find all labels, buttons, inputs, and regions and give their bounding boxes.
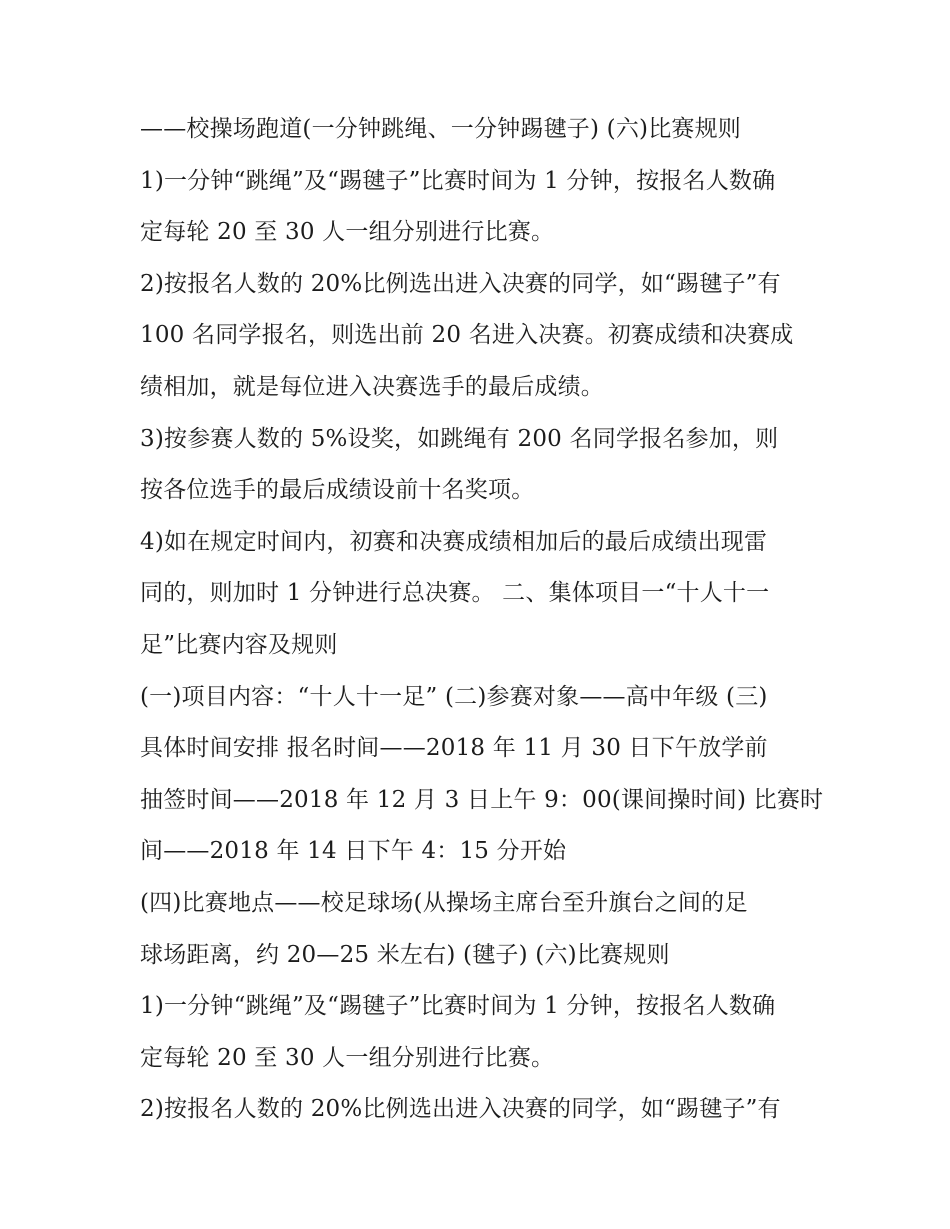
text-line: 球场距离，约 20—25 米左右) (毽子) (六)比赛规则 — [140, 941, 670, 968]
text-line: 足”比赛内容及规则 — [140, 631, 338, 658]
text-line: ——校操场跑道(一分钟跳绳、一分钟踢毽子) (六)比赛规则 — [140, 116, 742, 142]
text-line: 2)按报名人数的 20%比例选出进入决赛的同学，如“踢毽子”有 — [140, 270, 781, 297]
text-line: 同的，则加时 1 分钟进行总决赛。 二、集体项目一“十人十一 — [140, 580, 770, 607]
text-line: 4)如在规定时间内，初赛和决赛成绩相加后的最后成绩出现雷 — [140, 528, 768, 555]
text-line: (一)项目内容：“十人十一足” (二)参赛对象——高中年级 (三) — [140, 683, 768, 710]
text-line: 1)一分钟“跳绳”及“踢毽子”比赛时间为 1 分钟，按报名人数确 — [140, 993, 776, 1020]
text-line: 间——2018 年 14 日下午 4：15 分开始 — [140, 838, 567, 865]
text-line: 定每轮 20 至 30 人一组分别进行比赛。 — [140, 1044, 555, 1071]
document-body — [140, 104, 824, 1136]
text-line: 2)按报名人数的 20%比例选出进入决赛的同学，如“踢毽子”有 — [140, 1096, 781, 1123]
text-line: 按各位选手的最后成绩设前十名奖项。 — [140, 477, 535, 504]
text-line: 定每轮 20 至 30 人一组分别进行比赛。 — [140, 219, 555, 246]
text-line: 抽签时间——2018 年 12 月 3 日上午 9：00(课间操时间) 比赛时 — [140, 786, 824, 813]
text-line: 100 名同学报名，则选出前 20 名进入决赛。初赛成绩和决赛成 — [140, 322, 794, 349]
text-line: 3)按参赛人数的 5%设奖，如跳绳有 200 名同学报名参加，则 — [140, 425, 779, 452]
text-line: 1)一分钟“跳绳”及“踢毽子”比赛时间为 1 分钟，按报名人数确 — [140, 167, 776, 194]
text-line: (四)比赛地点——校足球场(从操场主席台至升旗台之间的足 — [140, 889, 748, 916]
text-line: 绩相加，就是每位进入决赛选手的最后成绩。 — [140, 373, 604, 400]
text-line: 具体时间安排 报名时间——2018 年 11 月 30 日下午放学前 — [140, 735, 768, 762]
